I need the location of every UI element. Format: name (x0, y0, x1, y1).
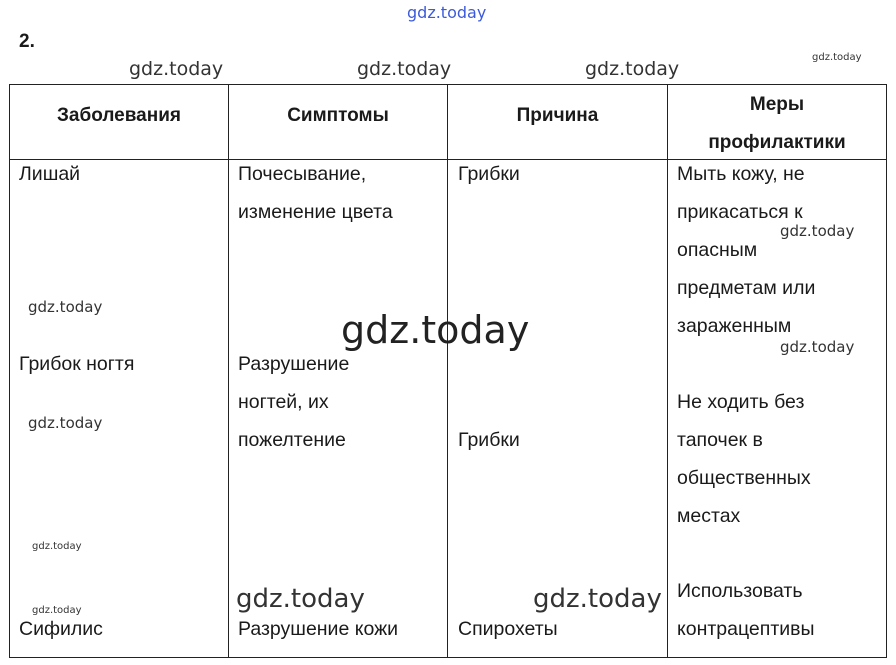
watermark-large: gdz.today (341, 308, 530, 352)
header-prevention-line: профилактики (708, 132, 846, 153)
watermark: gdz.today (780, 222, 855, 240)
disease-cell: Лишай (19, 163, 81, 185)
header-cause: Причина (516, 105, 599, 126)
cause-cell: Грибки (458, 163, 520, 185)
cell-line: тапочек в (677, 429, 763, 451)
cause-cell: Спирохеты (458, 618, 558, 640)
cell-line: изменение цвета (238, 201, 393, 223)
cell-line: Использовать (677, 580, 803, 602)
header-symptoms: Симптомы (287, 105, 389, 126)
table-border-bottom (9, 657, 887, 658)
watermark: gdz.today (28, 298, 103, 316)
disease-cell: Сифилис (19, 618, 103, 640)
cell-line: пожелтение (238, 429, 346, 451)
cell-line: Мыть кожу, не (677, 163, 805, 185)
watermark-top: gdz.today (407, 3, 487, 22)
header-prevention (668, 86, 886, 162)
header-prevention-line: Меры (749, 94, 805, 115)
prevention-cell (677, 572, 815, 648)
table-border-right (886, 84, 887, 658)
table-border-top (9, 84, 887, 85)
symptoms-cell (238, 155, 393, 231)
watermark: gdz.today (585, 58, 680, 80)
cause-cell: Грибки (458, 429, 520, 451)
watermark: gdz.today (533, 584, 662, 614)
cell-line: общественных (677, 467, 811, 489)
watermark: gdz.today (780, 338, 855, 356)
cell-line: предметам или (677, 277, 816, 299)
watermark: gdz.today (32, 605, 82, 616)
cell-line: ногтей, их (238, 391, 329, 413)
column-divider (447, 84, 448, 658)
symptoms-cell: Разрушение кожи (238, 618, 399, 640)
column-divider (228, 84, 229, 658)
task-number: 2. (19, 31, 35, 52)
column-divider (667, 84, 668, 658)
prevention-cell (677, 155, 815, 345)
prevention-cell (677, 383, 811, 535)
watermark: gdz.today (812, 52, 862, 63)
header-diseases: Заболевания (57, 105, 181, 126)
cell-line: прикасаться к (677, 201, 803, 223)
table-border-left (9, 84, 10, 658)
disease-cell: Грибок ногтя (19, 353, 135, 375)
symptoms-cell (238, 345, 349, 459)
cell-line: Не ходить без (677, 391, 805, 413)
watermark: gdz.today (357, 58, 452, 80)
watermark: gdz.today (32, 541, 82, 552)
cell-line: зараженным (677, 315, 792, 337)
cell-line: Разрушение (238, 353, 350, 375)
cell-line: местах (677, 505, 741, 527)
watermark: gdz.today (28, 414, 103, 432)
cell-line: Почесывание, (238, 163, 367, 185)
cell-line: контрацептивы (677, 618, 815, 640)
watermark: gdz.today (236, 584, 365, 614)
cell-line: опасным (677, 239, 758, 261)
watermark: gdz.today (129, 58, 224, 80)
